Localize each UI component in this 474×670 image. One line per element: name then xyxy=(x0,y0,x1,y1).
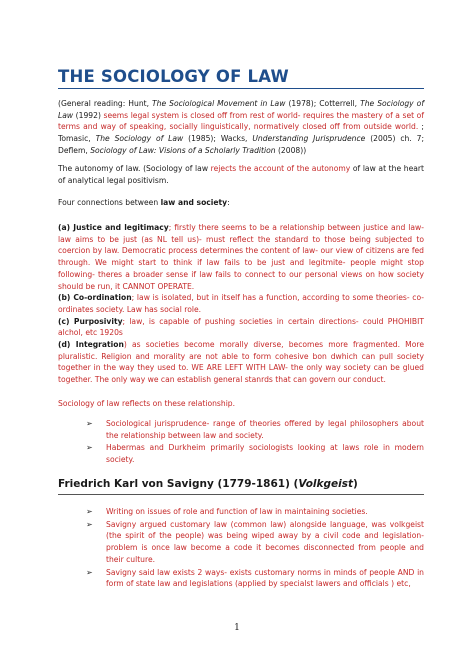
connections-text: : xyxy=(227,198,230,207)
reading-text: (1978); Cotterrell, xyxy=(285,99,361,108)
bullet-text: Writing on issues of role and function of law in maintaining societies. xyxy=(106,507,368,516)
section-heading-savigny xyxy=(58,478,358,490)
autonomy-annotation: rejects the account of the autonomy xyxy=(210,164,351,173)
connections-emphasis: law and society xyxy=(160,198,228,207)
heading-text: ) xyxy=(353,478,358,490)
list-item xyxy=(86,567,424,590)
autonomy-paragraph xyxy=(58,163,424,186)
arrow-bullet-icon: ➢ xyxy=(86,419,93,428)
connections-intro xyxy=(58,197,424,209)
heading-text: Friedrich Karl von Savigny (1779-1861) ( xyxy=(58,478,299,490)
list-item xyxy=(86,519,424,566)
list-item xyxy=(86,418,424,441)
arrow-bullet-icon: ➢ xyxy=(86,443,93,453)
heading-italic: Volkgeist xyxy=(298,478,354,490)
reading-text: (General reading: Hunt, xyxy=(58,99,153,108)
reading-text: (2005) ch. 7; Deflem, xyxy=(58,134,424,155)
list-item xyxy=(86,442,424,465)
reading-text: (1985); Wacks, xyxy=(183,134,253,144)
item-c-label: (c) Purposivity xyxy=(58,316,123,326)
bullet-text: Savigny argued customary law (common law) alongside language, was volkgeist (the spirit of the people) was being wiped away by a civil code and legislation- problem is once law become a code it becomes disconnected from people and their culture. xyxy=(106,519,424,564)
document-title: THE SOCIOLOGY OF LAW xyxy=(58,67,289,86)
autonomy-text: of law at the heart of analytical legal positivism. xyxy=(58,164,424,185)
item-d-label: (d) Integration xyxy=(58,340,124,350)
page-number: 1 xyxy=(234,623,240,633)
item-d-text: ) as societies become morally diverse, becomes more fragmented. More pluralistic. Religion and morality are not able to form cohesive bon dwhich can pull society together in the way they used to. WE ARE LEFT WITH LAW- the only way society can be glued together. The only way we can establish general stanrds that can govern our conduct. xyxy=(58,340,424,385)
autonomy-text: The autonomy of law. (Sociology of law xyxy=(58,164,211,173)
connections-text: Four connections between xyxy=(58,198,161,207)
item-a-label: (a) Justice and legitimacy xyxy=(58,223,169,232)
sociology-bullets xyxy=(86,418,424,467)
item-c-text: ; law, is capable of pushing societies in certain directions- could PHOHIBIT alchol, etc 1920s xyxy=(58,316,424,338)
arrow-bullet-icon: ➢ xyxy=(86,567,93,577)
reading-book-title: The Sociological Movement in Law xyxy=(152,99,286,108)
arrow-bullet-icon: ➢ xyxy=(86,519,93,529)
list-item xyxy=(86,506,424,518)
bullet-text: Savigny said law exists 2 ways- exists customary norms in minds of people AND in form of state law and legislations (applied by specialst lawers and officials ) etc, xyxy=(106,567,424,589)
item-b-text: ; law is isolated, but in itself has a function, according to some theories- co-ordinates society. Law has social role. xyxy=(58,293,424,314)
item-b-label: (b) Co-ordination xyxy=(58,293,132,303)
reflects-note: Sociology of law reflects on these relationship. xyxy=(58,399,236,408)
connections-list xyxy=(58,222,424,386)
reading-text: ; Tomasic, xyxy=(58,122,424,144)
reading-text: (1992) xyxy=(73,110,104,120)
arrow-bullet-icon: ➢ xyxy=(86,507,93,516)
bullet-text: Sociological jurisprudence- range of theories offered by legal philosophers about the relationship between law and society. xyxy=(106,419,424,440)
reading-book-title: The Sociology of Law xyxy=(58,99,424,120)
general-reading-paragraph xyxy=(58,98,424,157)
title-underline xyxy=(58,88,424,89)
item-a-text: ; firstly there seems to be a relationship between justice and law- law aims to be just (as NL tell us)- must reflect the standard to those being subjected to coercion by law. Democratic process determines the content of law- our view of citizens are fed through. We might start to think if law fails to be just and legitmite- people might stop following- theres a broader sense if law fails to connect to our personal views on how society should be run, it CANNOT OPERATE. xyxy=(58,223,424,291)
reading-book-title: The Sociology of Law xyxy=(95,134,184,144)
savigny-bullets xyxy=(86,506,424,591)
reading-text: (2008)) xyxy=(275,145,307,155)
heading-underline xyxy=(58,494,424,495)
reading-book-title: Understanding Jurisprudence xyxy=(252,134,366,144)
reading-book-title: Sociology of Law: Visions of a Scholarly Tradition xyxy=(90,145,276,155)
reading-annotation: seems legal system is closed off from rest of world- requires the mastery of a set of terms and way of speaking, socially linguistically, normatively closed off from outside world. xyxy=(58,110,424,132)
bullet-text: Habermas and Durkheim primarily sociologists looking at laws role in modern society. xyxy=(106,443,424,465)
